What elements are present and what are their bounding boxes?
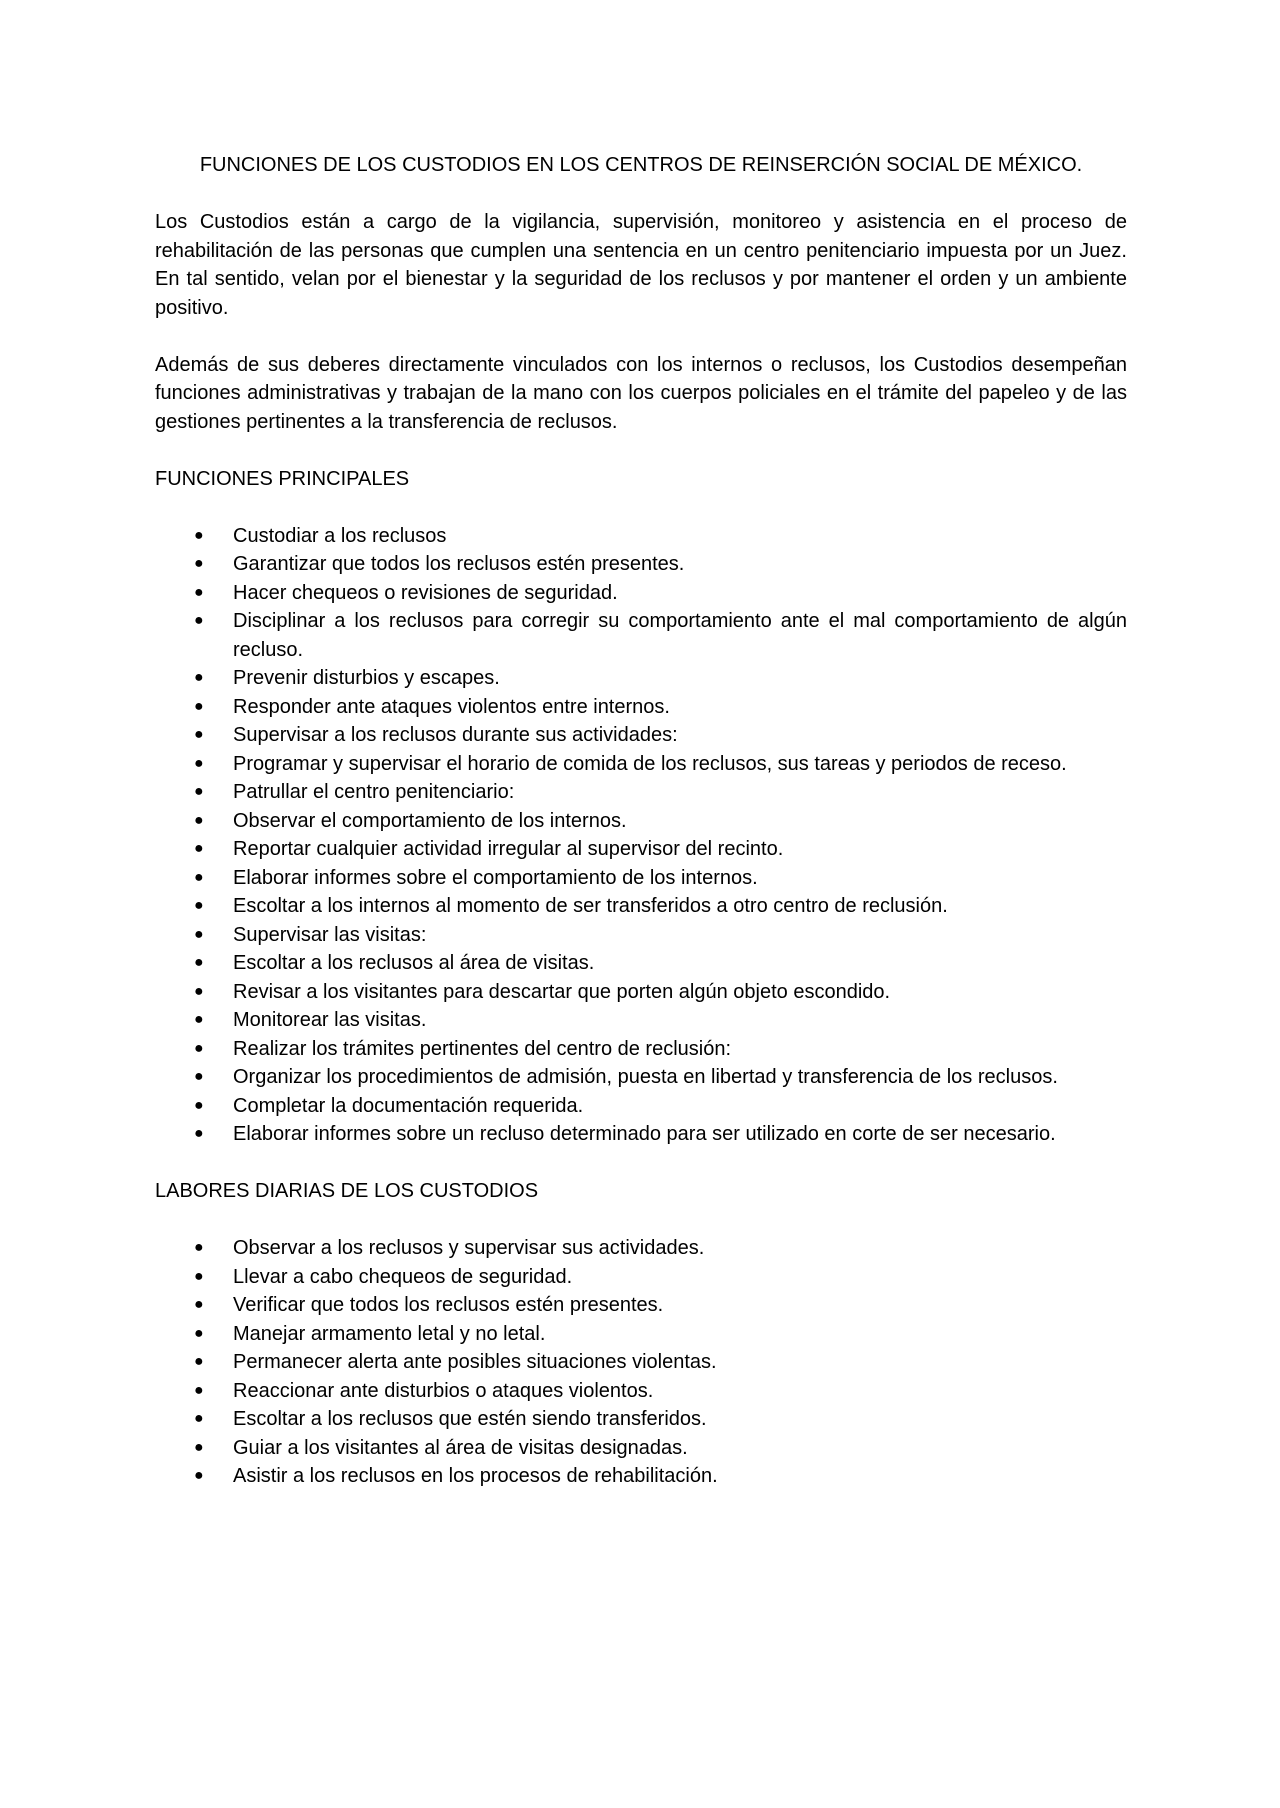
section-funciones-principales <box>155 465 1127 1149</box>
list-item-text: Observar el comportamiento de los internos. <box>233 809 627 832</box>
bullet-icon: ● <box>194 726 204 743</box>
list-item-text: Completar la documentación requerida. <box>233 1094 584 1117</box>
list-item <box>155 1377 1127 1406</box>
list-item <box>155 978 1127 1007</box>
list-item-text: Escoltar a los reclusos al área de visitas. <box>233 952 595 974</box>
bullet-icon: ● <box>194 1467 204 1484</box>
list-item <box>155 892 1127 921</box>
list-item <box>155 807 1127 836</box>
list-item-text: Verificar que todos los reclusos estén presentes. <box>233 1294 664 1316</box>
bullet-icon: ● <box>194 612 204 629</box>
list-item-text: Escoltar a los internos al momento de ser transferidos a otro centro de reclusión. <box>233 895 948 917</box>
list-item <box>155 1462 1127 1491</box>
bullet-icon: ● <box>194 1296 204 1313</box>
list-item-text: Supervisar a los reclusos durante sus actividades: <box>233 724 678 746</box>
list-item <box>155 1120 1127 1149</box>
bullet-icon: ● <box>194 1239 204 1256</box>
bullet-icon: ● <box>194 1324 204 1342</box>
list-item <box>155 1405 1127 1434</box>
list-item-text: Custodiar a los reclusos <box>233 524 447 547</box>
list-item-text: Organizar los procedimientos de admisión, puesta en libertad y transferencia de los reclusos. <box>233 1066 1058 1088</box>
list-item <box>155 1006 1127 1035</box>
list-item-text: Elaborar informes sobre un recluso determinado para ser utilizado en corte de ser necesario. <box>233 1123 1056 1145</box>
list-item <box>155 1234 1127 1263</box>
list-item <box>155 607 1127 664</box>
list-item <box>155 1092 1127 1121</box>
list-item-text: Supervisar las visitas: <box>233 923 427 946</box>
bullet-icon: ● <box>194 555 204 572</box>
bullet-icon: ● <box>194 1096 204 1114</box>
list-item-text: Reportar cualquier actividad irregular al supervisor del recinto. <box>233 838 784 860</box>
list-item <box>155 1035 1127 1064</box>
list-item-text: Asistir a los reclusos en los procesos de rehabilitación. <box>233 1465 718 1487</box>
list-item-text: Elaborar informes sobre el comportamiento de los internos. <box>233 866 758 889</box>
list-item-text: Responder ante ataques violentos entre internos. <box>233 695 670 718</box>
bullet-icon: ● <box>194 1011 204 1028</box>
list-item-text: Programar y supervisar el horario de comida de los reclusos, sus tareas y periodos de receso. <box>233 752 1067 775</box>
list-item <box>155 778 1127 807</box>
list-item-text: Permanecer alerta ante posibles situaciones violentas. <box>233 1351 717 1373</box>
bullet-icon: ● <box>194 1438 204 1456</box>
section-heading: LABORES DIARIAS DE LOS CUSTODIOS <box>155 1180 539 1202</box>
list-item <box>155 750 1127 779</box>
list-item-text: Monitorear las visitas. <box>233 1009 427 1031</box>
bullet-icon: ● <box>194 1410 204 1427</box>
bullet-icon: ● <box>194 526 204 544</box>
list-item <box>155 664 1127 693</box>
bullet-icon: ● <box>194 1039 204 1057</box>
list-item <box>155 721 1127 750</box>
bullet-icon: ● <box>194 811 204 829</box>
bullet-icon: ● <box>194 1381 204 1399</box>
list-item <box>155 550 1127 579</box>
bullet-icon: ● <box>194 583 204 601</box>
list-item <box>155 693 1127 722</box>
list-item-text: Prevenir disturbios y escapes. <box>233 667 500 689</box>
list-item-text: Patrullar el centro penitenciario: <box>233 781 515 803</box>
list-item <box>155 1291 1127 1320</box>
bullet-icon: ● <box>194 1353 204 1370</box>
list-item <box>155 1348 1127 1377</box>
list-item-text: Reaccionar ante disturbios o ataques violentos. <box>233 1379 654 1402</box>
list-item-text: Realizar los trámites pertinentes del centro de reclusión: <box>233 1037 732 1060</box>
bullet-icon: ● <box>194 669 204 686</box>
list-item <box>155 1263 1127 1292</box>
list-item <box>155 864 1127 893</box>
list-item <box>155 1063 1127 1092</box>
list-item <box>155 579 1127 608</box>
list-item-text: Escoltar a los reclusos que estén siendo transferidos. <box>233 1408 707 1430</box>
bullet-list <box>155 522 1127 1149</box>
document-content <box>155 151 1127 1491</box>
list-item-text: Observar a los reclusos y supervisar sus actividades. <box>233 1237 705 1259</box>
intro-paragraph: Los Custodios están a cargo de la vigilancia, supervisión, monitoreo y asistencia en el proceso de rehabilitación de las personas que cumplen una sentencia en un centro penitenciario impuesta por un Juez. En tal sentido, velan por el bienestar y la seguridad de los reclusos y por mantener el orden y un ambiente positivo. <box>155 211 1127 319</box>
section-heading: FUNCIONES PRINCIPALES <box>155 467 410 490</box>
list-item-text: Disciplinar a los reclusos para corregir su comportamiento ante el mal comportamiento de algún recluso. <box>233 610 1127 661</box>
bullet-icon: ● <box>194 925 204 943</box>
list-item-text: Llevar a cabo chequeos de seguridad. <box>233 1265 573 1288</box>
list-item-text: Hacer chequeos o revisiones de seguridad. <box>233 581 618 604</box>
bullet-icon: ● <box>194 1068 204 1085</box>
document-title: FUNCIONES DE LOS CUSTODIOS EN LOS CENTROS DE REINSERCIÓN SOCIAL DE MÉXICO. <box>199 154 1083 176</box>
bullet-icon: ● <box>194 1267 204 1285</box>
bullet-list <box>155 1234 1127 1491</box>
list-item-text: Guiar a los visitantes al área de visitas designadas. <box>233 1436 688 1459</box>
list-item <box>155 522 1127 551</box>
bullet-icon: ● <box>194 897 204 914</box>
bullet-icon: ● <box>194 754 204 772</box>
bullet-icon: ● <box>194 954 204 971</box>
list-item <box>155 921 1127 950</box>
bullet-icon: ● <box>194 982 204 1000</box>
duties-paragraph: Además de sus deberes directamente vinculados con los internos o reclusos, los Custodios desempeñan funciones administrativas y trabajan de la mano con los cuerpos policiales en el trámite del papeleo y de las gestiones pertinentes a la transferencia de reclusos. <box>155 353 1127 433</box>
list-item <box>155 1320 1127 1349</box>
list-item-text: Garantizar que todos los reclusos estén presentes. <box>233 553 685 575</box>
bullet-icon: ● <box>194 868 204 886</box>
bullet-icon: ● <box>194 783 204 800</box>
list-item <box>155 949 1127 978</box>
list-item-text: Manejar armamento letal y no letal. <box>233 1322 546 1345</box>
bullet-icon: ● <box>194 1125 204 1142</box>
bullet-icon: ● <box>194 840 204 857</box>
list-item <box>155 1434 1127 1463</box>
list-item <box>155 835 1127 864</box>
list-item-text: Revisar a los visitantes para descartar que porten algún objeto escondido. <box>233 980 891 1003</box>
section-labores-diarias <box>155 1177 1127 1491</box>
bullet-icon: ● <box>194 697 204 715</box>
